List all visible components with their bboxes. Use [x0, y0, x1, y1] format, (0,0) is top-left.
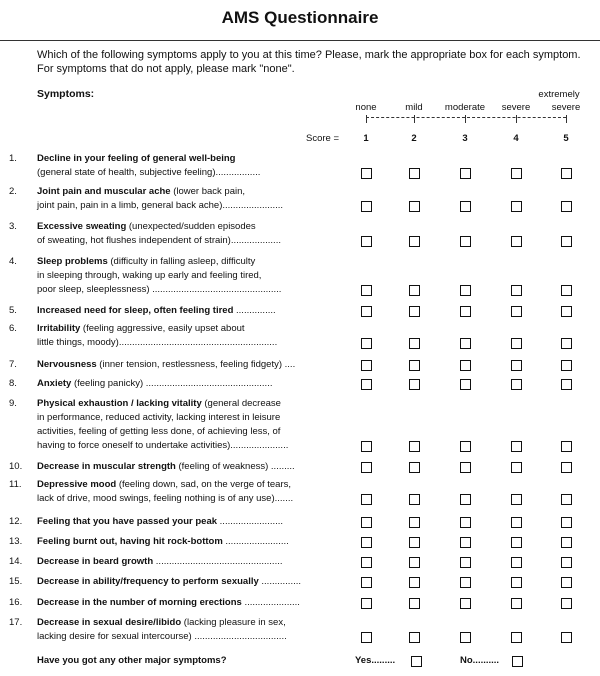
score-checkbox-2[interactable]: [409, 517, 420, 528]
symptom-description: ...............: [258, 576, 301, 587]
score-checkbox-3[interactable]: [460, 557, 471, 568]
symptom-description: (general state of health, subjective feeling).................: [37, 167, 261, 178]
score-checkbox-3[interactable]: [460, 306, 471, 317]
scale-label-2: mild: [405, 102, 423, 113]
symptom-title: Decrease in the number of morning erections: [37, 597, 242, 608]
score-checkbox-5[interactable]: [561, 577, 572, 588]
score-checkbox-1[interactable]: [361, 632, 372, 643]
score-checkbox-3[interactable]: [460, 517, 471, 528]
symptom-description: (feeling aggressive, easily upset about: [80, 323, 245, 334]
symptom-number: 11.: [9, 479, 22, 490]
symptoms-heading: Symptoms:: [37, 88, 95, 100]
score-checkbox-1[interactable]: [361, 517, 372, 528]
symptom-text-line: [37, 336, 357, 350]
score-checkbox-4[interactable]: [511, 201, 522, 212]
score-checkbox-5[interactable]: [561, 379, 572, 390]
symptom-number: 17.: [9, 617, 23, 628]
scale-label-3: moderate: [444, 102, 486, 113]
score-checkbox-1[interactable]: [361, 201, 372, 212]
symptom-text: [37, 616, 357, 644]
symptom-text: [37, 596, 357, 610]
symptom-text-line: [37, 397, 357, 411]
score-value-4: 4: [513, 133, 519, 144]
score-checkbox-1[interactable]: [361, 379, 372, 390]
symptom-number: 16.: [9, 597, 23, 608]
symptom-description: (lacking pleasure in sex,: [181, 617, 286, 628]
symptom-title: Nervousness: [37, 359, 97, 370]
score-checkbox-2[interactable]: [409, 462, 420, 473]
symptom-text: [37, 358, 357, 372]
score-checkbox-4[interactable]: [511, 494, 522, 505]
symptom-text-line: [37, 304, 357, 318]
symptom-title: Physical exhaustion / lacking vitality: [37, 398, 202, 409]
symptom-description: (feeling down, sad, on the verge of tears,: [116, 479, 292, 490]
score-checkbox-4[interactable]: [511, 379, 522, 390]
scale-tick-5: [566, 115, 567, 123]
symptom-text: [37, 535, 357, 549]
symptom-text-line: [37, 185, 357, 199]
score-value-1: 1: [363, 133, 369, 144]
score-checkbox-2[interactable]: [409, 338, 420, 349]
symptom-text: [37, 575, 357, 589]
symptom-text-line: [37, 596, 357, 610]
symptom-text: [37, 478, 357, 506]
symptom-number: 8.: [9, 378, 17, 389]
scale-tick-1: [366, 115, 367, 123]
symptom-number: 10.: [9, 461, 23, 472]
symptom-description: in sleeping through, waking up early and feeling tired,: [37, 270, 262, 281]
score-checkbox-1[interactable]: [361, 494, 372, 505]
symptom-description: ................................................: [153, 556, 283, 567]
score-checkbox-5[interactable]: [561, 557, 572, 568]
symptom-description: lacking desire for sexual intercourse) ...................................: [37, 631, 287, 642]
symptom-text: [37, 255, 357, 297]
score-checkbox-4[interactable]: [511, 557, 522, 568]
score-checkbox-1[interactable]: [361, 441, 372, 452]
score-checkbox-2[interactable]: [409, 360, 420, 371]
score-checkbox-3[interactable]: [460, 537, 471, 548]
symptom-text: [37, 377, 357, 391]
symptom-description: (unexpected/sudden episodes: [126, 221, 256, 232]
symptom-number: 7.: [9, 359, 17, 370]
scale-tick-2: [414, 115, 415, 123]
symptom-text-line: [37, 555, 357, 569]
score-checkbox-3[interactable]: [460, 285, 471, 296]
symptom-description: (difficulty in falling asleep, difficulty: [107, 256, 256, 267]
score-value-2: 2: [411, 133, 417, 144]
symptom-title: Feeling that you have passed your peak: [37, 516, 218, 527]
symptom-description: (inner tension, restlessness, feeling fidgety) ....: [96, 359, 296, 370]
symptom-text: [37, 220, 357, 248]
symptom-number: 4.: [9, 256, 17, 267]
symptom-text: [37, 185, 357, 213]
scale-label-1: none: [355, 102, 377, 113]
yes-label: Yes.........: [355, 655, 396, 666]
symptom-text: [37, 397, 357, 453]
scale-connector: [366, 117, 566, 124]
no-label: No..........: [460, 655, 500, 666]
no-checkbox[interactable]: [512, 656, 523, 667]
symptom-description: (general decrease: [201, 398, 281, 409]
scale-tick-3: [465, 115, 466, 123]
score-checkbox-4[interactable]: [511, 517, 522, 528]
score-label: Score =: [306, 133, 340, 144]
symptom-description: of sweating, hot flushes independent of strain)...................: [37, 235, 281, 246]
score-checkbox-3[interactable]: [460, 632, 471, 643]
score-checkbox-3[interactable]: [460, 236, 471, 247]
score-checkbox-1[interactable]: [361, 360, 372, 371]
symptom-description: activities, feeling of getting less done, of achieving less, of: [37, 426, 281, 437]
instructions: Which of the following symptoms apply to you at this time? Please, mark the appropriate box for each symptom. For symptoms that do not apply, please mark "none".: [37, 49, 581, 75]
symptom-number: 5.: [9, 305, 17, 316]
score-checkbox-4[interactable]: [511, 236, 522, 247]
symptom-description: joint pain, pain in a limb, general back ache).......................: [37, 200, 284, 211]
score-checkbox-5[interactable]: [561, 306, 572, 317]
score-checkbox-4[interactable]: [511, 441, 522, 452]
symptom-number: 15.: [9, 576, 23, 587]
score-checkbox-3[interactable]: [460, 338, 471, 349]
score-checkbox-5[interactable]: [561, 285, 572, 296]
symptom-title: Increased need for sleep, often feeling tired: [37, 305, 234, 316]
symptom-title: Decline in your feeling of general well-being: [37, 153, 236, 164]
symptom-text: [37, 304, 357, 318]
symptom-text-line: [37, 255, 357, 269]
score-checkbox-5[interactable]: [561, 494, 572, 505]
score-checkbox-2[interactable]: [409, 168, 420, 179]
symptom-text: [37, 515, 357, 529]
symptom-text-line: [37, 377, 357, 391]
symptom-number: 6.: [9, 323, 17, 334]
yes-checkbox[interactable]: [411, 656, 422, 667]
score-checkbox-2[interactable]: [409, 285, 420, 296]
score-checkbox-2[interactable]: [409, 379, 420, 390]
symptom-text: [37, 460, 357, 474]
symptom-text-line: [37, 425, 357, 439]
symptom-description: lack of drive, mood swings, feeling nothing is of any use).......: [37, 493, 294, 504]
score-checkbox-3[interactable]: [460, 379, 471, 390]
score-checkbox-3[interactable]: [460, 168, 471, 179]
symptom-text-line: [37, 166, 357, 180]
score-checkbox-4[interactable]: [511, 306, 522, 317]
symptom-description: poor sleep, sleeplessness) .................................................: [37, 284, 282, 295]
symptom-description: having to force oneself to undertake activities)......................: [37, 440, 289, 451]
symptom-text-line: [37, 322, 357, 336]
symptom-title: Decrease in ability/frequency to perform sexually: [37, 576, 259, 587]
score-checkbox-3[interactable]: [460, 441, 471, 452]
symptom-text-line: [37, 515, 357, 529]
symptom-description: (feeling of weakness) .........: [175, 461, 295, 472]
symptom-description: (feeling panicky) ................................................: [71, 378, 273, 389]
symptom-text-line: [37, 152, 357, 166]
symptom-title: Sleep problems: [37, 256, 108, 267]
score-checkbox-2[interactable]: [409, 537, 420, 548]
symptom-text-line: [37, 199, 357, 213]
score-checkbox-4[interactable]: [511, 577, 522, 588]
score-checkbox-5[interactable]: [561, 598, 572, 609]
symptom-title: Depressive mood: [37, 479, 117, 490]
score-checkbox-1[interactable]: [361, 285, 372, 296]
score-checkbox-1[interactable]: [361, 598, 372, 609]
score-checkbox-1[interactable]: [361, 236, 372, 247]
score-checkbox-4[interactable]: [511, 168, 522, 179]
score-checkbox-4[interactable]: [511, 285, 522, 296]
symptom-title: Excessive sweating: [37, 221, 127, 232]
symptom-number: 14.: [9, 556, 23, 567]
score-checkbox-2[interactable]: [409, 201, 420, 212]
symptom-text-line: [37, 630, 357, 644]
symptom-text: [37, 555, 357, 569]
score-checkbox-4[interactable]: [511, 338, 522, 349]
symptom-description: (lower back pain,: [170, 186, 246, 197]
score-value-5: 5: [563, 133, 569, 144]
symptom-text-line: [37, 575, 357, 589]
symptom-text-line: [37, 460, 357, 474]
page-title: AMS Questionnaire: [221, 8, 379, 27]
symptom-title: Decrease in beard growth: [37, 556, 154, 567]
scale-label-5: severe: [551, 102, 581, 113]
score-checkbox-2[interactable]: [409, 598, 420, 609]
score-checkbox-3[interactable]: [460, 577, 471, 588]
score-checkbox-2[interactable]: [409, 306, 420, 317]
score-checkbox-3[interactable]: [460, 201, 471, 212]
symptom-text-line: [37, 478, 357, 492]
symptom-text-line: [37, 492, 357, 506]
symptom-description: ...............: [233, 305, 276, 316]
score-checkbox-5[interactable]: [561, 236, 572, 247]
score-checkbox-1[interactable]: [361, 577, 372, 588]
scale-tick-4: [516, 115, 517, 123]
symptom-text-line: [37, 616, 357, 630]
score-checkbox-2[interactable]: [409, 494, 420, 505]
symptom-number: 3.: [9, 221, 17, 232]
symptom-description: .....................: [241, 597, 300, 608]
score-checkbox-1[interactable]: [361, 537, 372, 548]
score-checkbox-4[interactable]: [511, 632, 522, 643]
symptom-title: Joint pain and muscular ache: [37, 186, 171, 197]
score-checkbox-4[interactable]: [511, 462, 522, 473]
other-symptoms-question: Have you got any other major symptoms?: [37, 655, 227, 666]
score-checkbox-4[interactable]: [511, 360, 522, 371]
score-checkbox-4[interactable]: [511, 598, 522, 609]
symptom-number: 2.: [9, 186, 17, 197]
symptom-title: Decrease in sexual desire/libido: [37, 617, 182, 628]
symptom-number: 12.: [9, 516, 23, 527]
score-checkbox-1[interactable]: [361, 168, 372, 179]
score-checkbox-3[interactable]: [460, 494, 471, 505]
symptom-text-line: [37, 411, 357, 425]
symptom-description: little things, moody)............................................................: [37, 337, 278, 348]
score-checkbox-5[interactable]: [561, 201, 572, 212]
symptom-description: ........................: [217, 516, 284, 527]
score-checkbox-1[interactable]: [361, 306, 372, 317]
score-checkbox-3[interactable]: [460, 598, 471, 609]
score-checkbox-1[interactable]: [361, 557, 372, 568]
symptom-text-line: [37, 234, 357, 248]
score-checkbox-5[interactable]: [561, 441, 572, 452]
score-checkbox-5[interactable]: [561, 517, 572, 528]
score-value-3: 3: [462, 133, 468, 144]
symptom-text-line: [37, 535, 357, 549]
symptom-title: Feeling burnt out, having hit rock-bottom: [37, 536, 223, 547]
symptom-text: [37, 322, 357, 350]
score-checkbox-5[interactable]: [561, 632, 572, 643]
score-checkbox-2[interactable]: [409, 236, 420, 247]
symptom-description: in performance, reduced activity, lacking interest in leisure: [37, 412, 281, 423]
symptom-number: 9.: [9, 398, 17, 409]
score-checkbox-5[interactable]: [561, 168, 572, 179]
score-checkbox-1[interactable]: [361, 338, 372, 349]
score-checkbox-5[interactable]: [561, 462, 572, 473]
symptom-text: [37, 152, 357, 180]
score-checkbox-3[interactable]: [460, 462, 471, 473]
score-checkbox-4[interactable]: [511, 537, 522, 548]
score-checkbox-1[interactable]: [361, 462, 372, 473]
symptom-number: 13.: [9, 536, 23, 547]
scale-extremely-label: extremely: [538, 89, 580, 100]
score-checkbox-5[interactable]: [561, 360, 572, 371]
score-checkbox-2[interactable]: [409, 577, 420, 588]
symptom-text-line: [37, 358, 357, 372]
symptom-number: 1.: [9, 153, 17, 164]
score-checkbox-2[interactable]: [409, 632, 420, 643]
symptom-text-line: [37, 283, 357, 297]
score-checkbox-3[interactable]: [460, 360, 471, 371]
title-divider: [0, 40, 600, 41]
symptom-title: Anxiety: [37, 378, 72, 389]
score-checkbox-2[interactable]: [409, 557, 420, 568]
symptom-text-line: [37, 439, 357, 453]
symptom-description: ........................: [222, 536, 289, 547]
scale-label-4: severe: [501, 102, 531, 113]
symptom-text-line: [37, 269, 357, 283]
symptom-title: Decrease in muscular strength: [37, 461, 176, 472]
symptom-title: Irritability: [37, 323, 81, 334]
symptom-text-line: [37, 220, 357, 234]
score-checkbox-2[interactable]: [409, 441, 420, 452]
score-checkbox-5[interactable]: [561, 537, 572, 548]
score-checkbox-5[interactable]: [561, 338, 572, 349]
